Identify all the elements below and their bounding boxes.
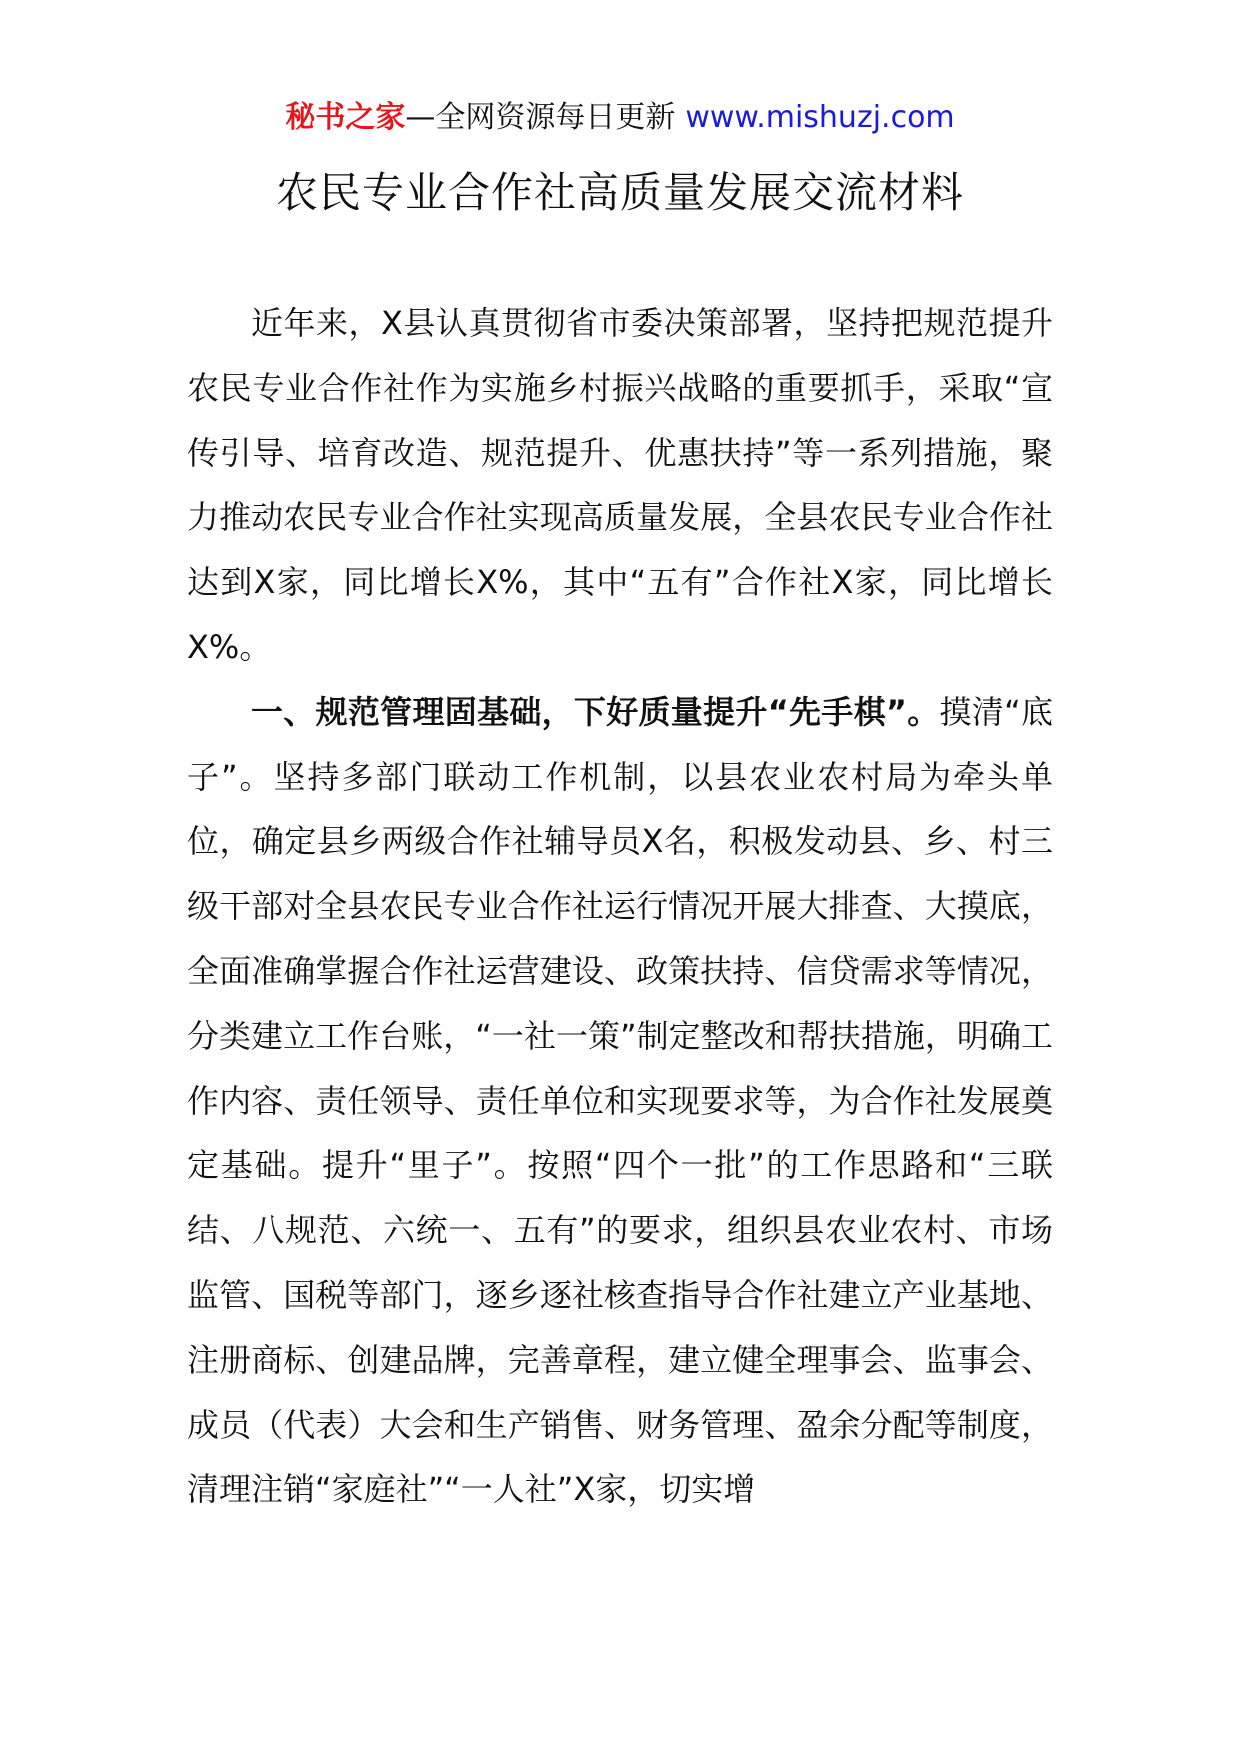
document-body xyxy=(187,291,1053,1522)
paragraph-section-1 xyxy=(187,680,1053,1522)
site-tagline: —全网资源每日更新 xyxy=(405,100,676,135)
paragraph-intro xyxy=(187,291,1053,680)
document-title: 农民专业合作社高质量发展交流材料 xyxy=(275,168,964,217)
site-brand: 秘书之家 xyxy=(285,100,406,135)
paragraph-text: 近年来，X县认真贯彻省市委决策部署，坚持把规范提升农民专业合作社作为实施乡村振兴战略的重要抓手，采取“宣传引导、培育改造、规范提升、优惠扶持”等一系列措施，聚力推动农民专业合作社实现高质量发展，全县农民专业合作社达到X家，同比增长X%，其中“五有”合作社X家，同比增长X%。 xyxy=(187,304,1053,666)
site-url-link[interactable]: www.mishuzj.com xyxy=(685,100,955,135)
paragraph-text: 摸清“底子”。坚持多部门联动工作机制，以县农业农村局为牵头单位，确定县乡两级合作社辅导员X名，积极发动县、乡、村三级干部对全县农民专业合作社运行情况开展大排查、大摸底，全面准确掌握合作社运营建设、政策扶持、信贷需求等情况，分类建立工作台账，“一社一策”制定整改和帮扶措施，明确工作内容、责任领导、责任单位和实现要求等，为合作社发展奠定基础。提升“里子”。按照“四个一批”的工作思路和“三联结、八规范、六统一、五有”的要求，组织县农业农村、市场监管、国税等部门，逐乡逐社核查指导合作社建立产业基地、注册商标、创建品牌，完善章程，建立健全理事会、监事会、成员（代表）大会和生产销售、财务管理、盈余分配等制度，清理注销“家庭社”“一人社”X家，切实增 xyxy=(187,692,1053,1509)
site-header xyxy=(0,98,1240,138)
section-heading: 一、规范管理固基础，下好质量提升“先手棋”。 xyxy=(251,692,940,731)
